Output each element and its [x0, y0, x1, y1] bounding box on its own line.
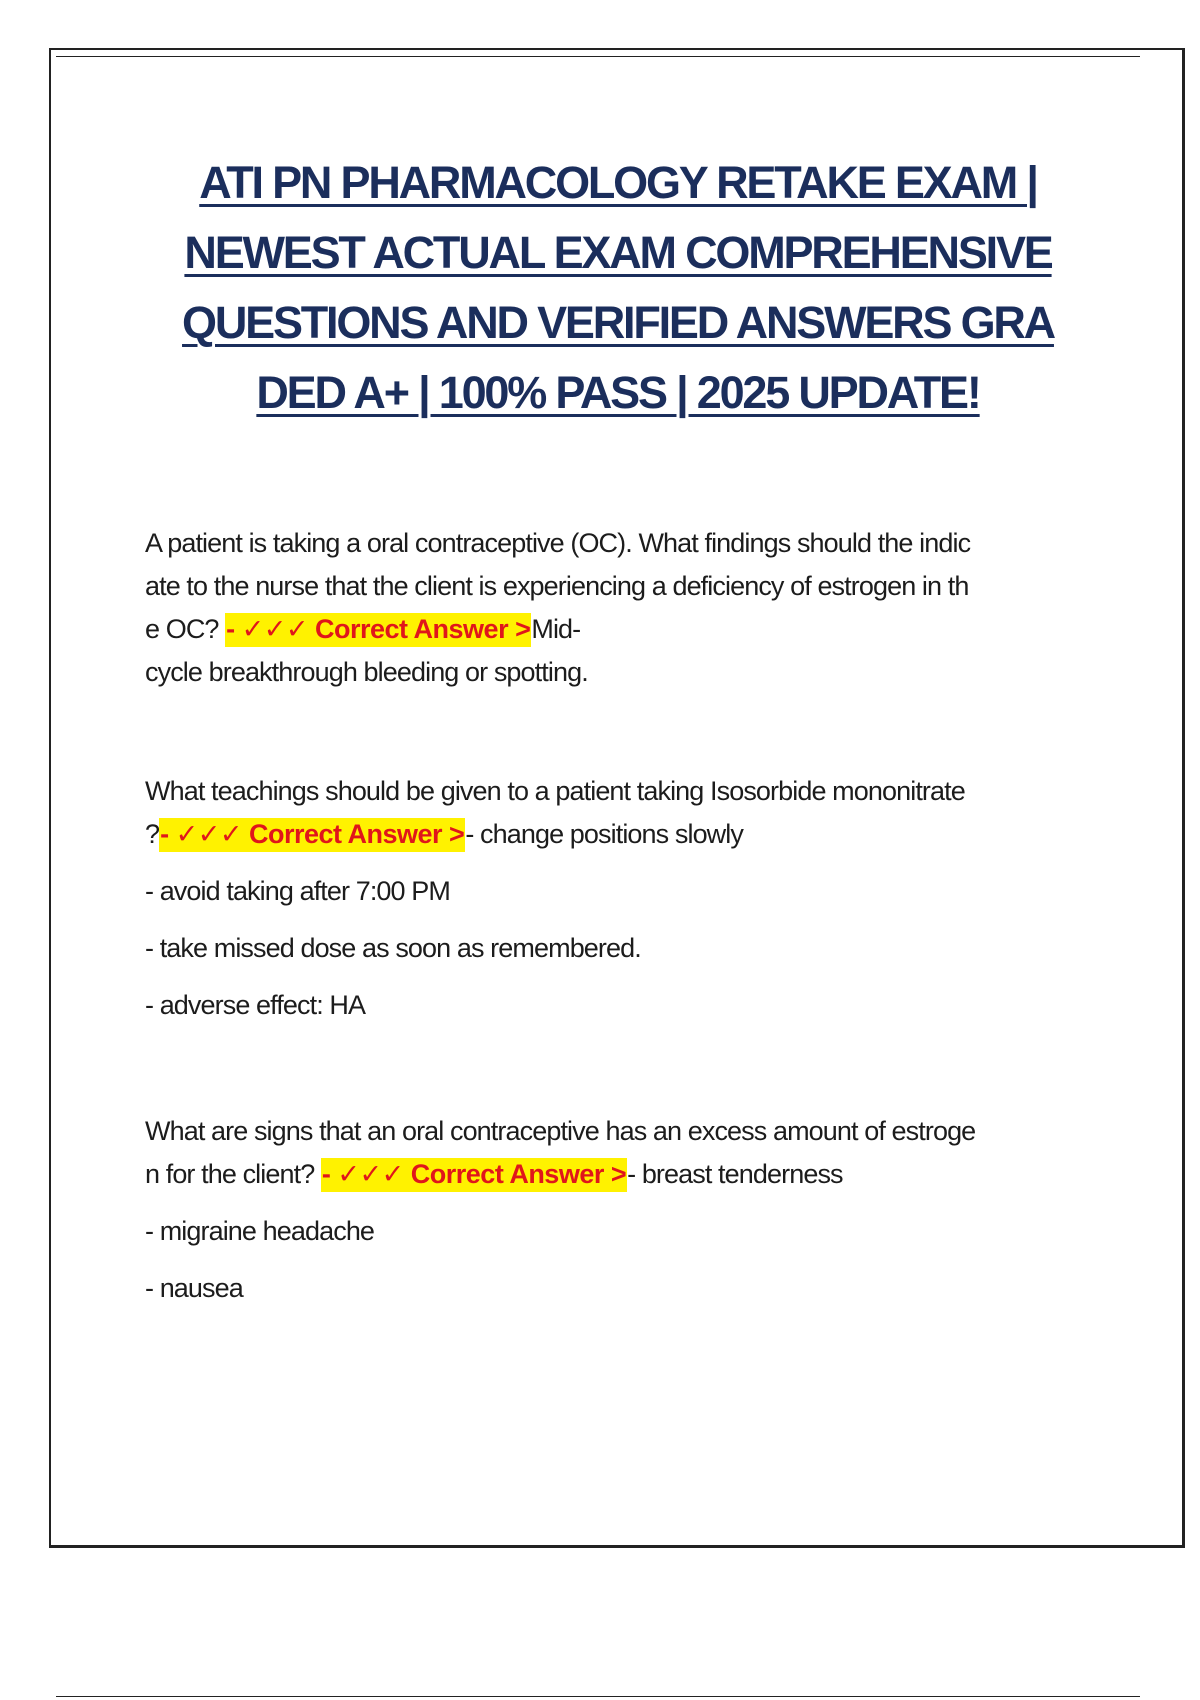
page-title: [130, 148, 1106, 428]
correct-answer-tag: - ✓✓✓ Correct Answer >: [225, 613, 531, 647]
list-item: - adverse effect: HA: [145, 990, 366, 1020]
title-line: NEWEST ACTUAL EXAM COMPREHENSIVE: [184, 227, 1052, 278]
question-block-3: [145, 1110, 1095, 1310]
title-line: ATI PN PHARMACOLOGY RETAKE EXAM |: [199, 157, 1037, 208]
answer-text: - change positions slowly: [465, 819, 743, 849]
title-line: DED A+ | 100% PASS | 2025 UPDATE!: [256, 367, 980, 418]
question-text: n for the client?: [145, 1159, 315, 1189]
question-text: What are signs that an oral contraceptive has an excess amount of estroge: [145, 1116, 976, 1146]
correct-answer-tag: - ✓✓✓ Correct Answer >: [321, 1158, 627, 1192]
question-text: ?: [145, 819, 160, 849]
title-line: QUESTIONS AND VERIFIED ANSWERS GRA: [182, 297, 1054, 348]
question-text: A patient is taking a oral contraceptive (OC). What findings should the indic: [145, 528, 971, 558]
question-text: ate to the nurse that the client is experiencing a deficiency of estrogen in th: [145, 571, 969, 601]
list-item: - nausea: [145, 1273, 243, 1303]
correct-answer-tag: - ✓✓✓ Correct Answer >: [159, 818, 465, 852]
question-block-2: [145, 770, 1095, 1027]
list-item: - take missed dose as soon as remembered.: [145, 933, 641, 963]
bottom-rule: [56, 1696, 1140, 1697]
top-rule: [56, 56, 1140, 57]
answer-text: Mid-: [531, 614, 581, 644]
question-block-1: [145, 522, 1095, 694]
list-item: - migraine headache: [145, 1216, 375, 1246]
list-item: - avoid taking after 7:00 PM: [145, 876, 450, 906]
answer-text: - breast tenderness: [627, 1159, 843, 1189]
question-text: e OC?: [145, 614, 219, 644]
answer-text: cycle breakthrough bleeding or spotting.: [145, 657, 588, 687]
question-text: What teachings should be given to a patient taking Isosorbide mononitrate: [145, 776, 965, 806]
